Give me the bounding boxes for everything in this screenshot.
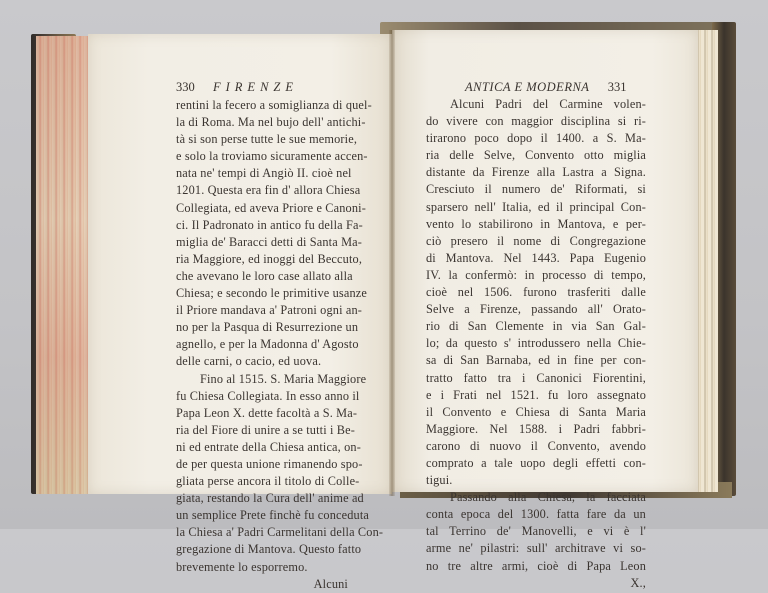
text-line: che avevano le loro case allato alla — [176, 268, 353, 283]
text-line: Chiesa; e secondo le primitive usanze — [176, 286, 367, 301]
text-line: di Mantova. Nel 1443. Papa Eugenio — [426, 250, 646, 265]
text-line: ria Maggiore, ed inoggi del Beccuto, — [176, 251, 363, 266]
text-line: nata ne' tempi di Angiò II. cioè nel — [176, 166, 352, 181]
text-line: tigui. — [426, 473, 453, 488]
right-running-head — [465, 80, 626, 95]
text-line: Passando alla Chiesa, la facciata — [450, 490, 646, 505]
text-line: carono di nuovo il Convento, avendo — [426, 438, 646, 453]
text-line: e solo la troviamo sicuramente accen- — [176, 149, 368, 164]
text-line: arme ne' pilastri: sull' architrave vi so- — [426, 541, 646, 556]
text-line: tirarono poco dopo il 1400. a S. Ma- — [426, 131, 646, 146]
text-line: gregazione di Mantova. Questo fatto — [176, 542, 362, 557]
text-line: Cresciuto il numero de' Riformati, si — [426, 182, 646, 197]
text-line: e i Frati nel 1521. fu loro assegnato — [426, 387, 646, 402]
text-line: sa di San Barnaba, ed in fine per con- — [426, 353, 646, 368]
text-line: ria delle Selve, Convento otto miglia — [426, 148, 646, 163]
text-line: il Priore mandava a' Patroni ogni an- — [176, 303, 363, 318]
text-line: no tre altre armi, cioè di Papa Leon — [426, 558, 646, 573]
text-line: ria del Fiore di unire a se tutti i Be- — [176, 422, 355, 437]
text-line: comprato a tale uopo degli effetti con- — [426, 455, 646, 470]
text-line: Papa Leon X. dette facoltà a S. Ma- — [176, 405, 358, 420]
text-line: la Chiesa a' Padri Carmelitani della Con- — [176, 525, 384, 540]
text-line: ci. Il Padronato in antico fu della Fa- — [176, 217, 363, 232]
text-line: agnello, e per la Madonna d' Agosto — [176, 337, 359, 352]
text-line: distante da Firenze alla Lastra a Signa. — [426, 165, 646, 180]
text-line: sparsero nell' Italia, ed il principal Con- — [426, 199, 646, 214]
left-page-number: 330 — [176, 80, 195, 94]
left-running-title: FIRENZE — [213, 80, 298, 94]
text-line: rio di San Clemente in via San Gal- — [426, 319, 646, 334]
text-line: la di Roma. Ma nel bujo dell' antichi- — [176, 115, 366, 130]
text-line: no per la Pasqua di Resurrezione un — [176, 320, 359, 335]
text-line: ni ed entrate della Chiesa antica, on- — [176, 439, 361, 454]
text-line: rentini la fecero a somiglianza di quel- — [176, 98, 372, 112]
left-running-head — [176, 80, 298, 95]
text-line: ciò presero il nome di Congregazione — [426, 233, 646, 248]
text-line: do vivere con maggior disciplina si ri- — [426, 114, 646, 129]
text-line: il Convento e Chiesa di Santa Maria — [426, 404, 646, 419]
right-page-number: 331 — [607, 80, 627, 94]
text-line: gliata perse ancora il titolo di Colle- — [176, 474, 360, 489]
text-line: cioè nel 1506. furono trasferiti dalle — [426, 285, 646, 300]
text-line: fu Chiesa Collegiata. In esso anno il — [176, 388, 360, 403]
text-line: giata, restando la Cura dell' anime ad — [176, 491, 364, 506]
left-page-body — [176, 97, 384, 593]
catchword: Alcuni — [313, 576, 348, 591]
text-line: de per questa unione rimanendo spo- — [176, 456, 363, 471]
page-edges-left-red-sprinkled — [36, 36, 92, 494]
text-line: tà si son perse tutte le sue memorie, — [176, 132, 358, 147]
right-running-title: ANTICA E MODERNA — [465, 80, 590, 94]
text-line: delle carni, o cacio, ed uova. — [176, 354, 322, 369]
text-line: 1201. Questa era fin d' allora Chiesa — [176, 183, 361, 198]
right-page-body — [426, 96, 646, 592]
text-line: Collegiata, ed aveva Priore e Canoni- — [176, 200, 366, 215]
text-line: brevemente lo esporremo. — [176, 559, 308, 574]
text-line: Alcuni Padri del Carmine volen- — [450, 97, 646, 111]
text-line: vento lo stabilirono in Mantova, e per- — [426, 216, 646, 231]
book-gutter — [389, 30, 395, 496]
text-line: Maggiore. Nel 1588. i Padri fabbri- — [426, 421, 646, 436]
text-line: conta epoca del 1300. fatta fare da un — [426, 507, 646, 522]
text-line: miglia de' Baracci detti di Santa Ma- — [176, 234, 363, 249]
text-line: tratto fatto tra i Canonici Fiorentini, — [426, 370, 646, 385]
text-line: lo; da questo s' introdussero nella Chie- — [426, 336, 646, 351]
text-line: un semplice Prete finchè fu conceduta — [176, 508, 369, 523]
text-line: IV. la confermò: in processo di tempo, — [426, 267, 646, 282]
text-line: Selve a Firenze, passando all' Orato- — [426, 302, 646, 317]
catchword: X., — [630, 575, 646, 590]
text-line: tal Terrino de' Manovelli, e vi è l' — [426, 524, 646, 539]
text-line: Fino al 1515. S. Maria Maggiore — [200, 371, 367, 386]
